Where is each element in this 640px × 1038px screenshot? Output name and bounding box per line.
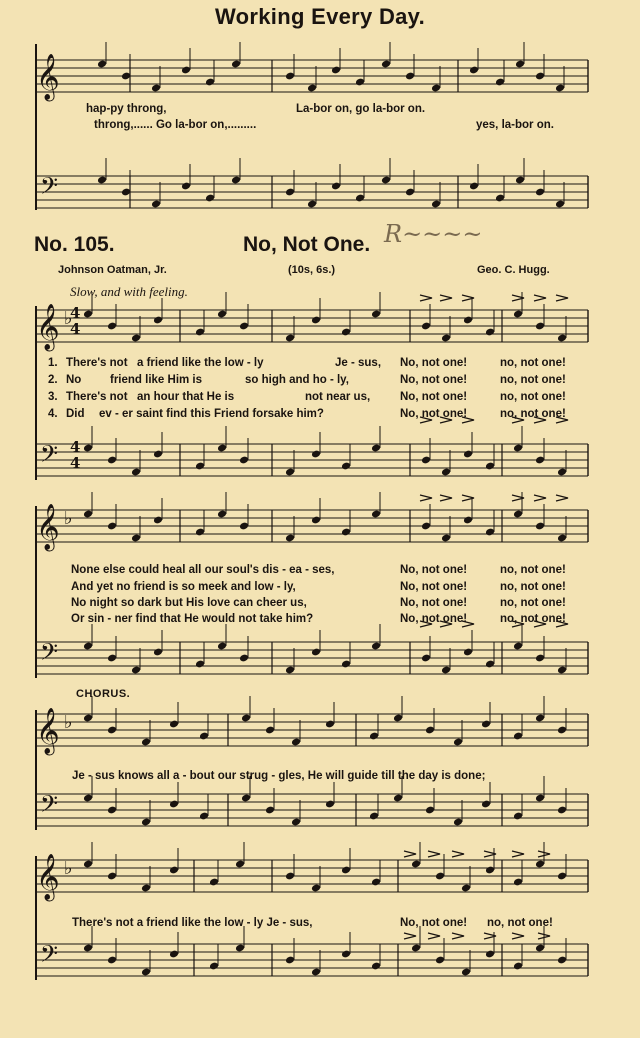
verse-1-d: No, not one! [400,357,468,369]
top-lyric-2a: throng,...... Go la-bor on,......... [94,119,257,131]
flat-sign: ♭ [64,712,73,733]
verse-3-line2-c: no, not one! [500,597,566,609]
hymn-composer: Geo. C. Hugg. [477,264,550,276]
time-signature-top: 4 [70,304,81,322]
bass-clef: 𝄢 [40,790,59,823]
verse-2-d: No, not one! [400,374,468,386]
hymn-number: No. 105. [34,233,115,256]
hymn-title: No, Not One. [243,233,371,256]
verse-1-line2-b: No, not one! [400,564,468,576]
time-signature-top: 4 [70,438,81,456]
top-lyric-2b: yes, la-bor on. [476,119,554,131]
verse-1-c: Je - sus, [335,357,382,369]
treble-clef: 𝄞 [36,854,60,900]
verse-3-b: an hour that He is [137,391,235,403]
chorus-line-2-b: No, not one! [400,917,468,929]
hymn-meter: (10s, 6s.) [288,264,336,276]
verse-4-e: no, not one! [500,408,566,420]
verse-4-b: ev - er saint find this Friend forsake him? [99,408,324,420]
verse-4-number: 4. [48,408,58,420]
chorus-line-2-c: no, not one! [487,917,553,929]
accent-mark [428,933,440,939]
accent-mark [404,933,416,939]
accent-mark [404,851,416,857]
verse-2-line2-b: No, not one! [400,581,468,593]
verse-3-d: No, not one! [400,391,468,403]
accent-mark [556,295,568,301]
pencil-scribble: R~~~~ [384,220,483,248]
verse-3-e: no, not one! [500,391,566,403]
accent-mark [428,851,440,857]
top-lyric-1a: hap-py throng, [86,103,167,115]
verse-1-line2-c: no, not one! [500,564,566,576]
flat-sign: ♭ [64,858,73,879]
accent-mark [452,933,464,939]
verse-2-line2-c: no, not one! [500,581,566,593]
accent-mark [534,495,546,501]
top-hymn-title: Working Every Day. [215,4,425,29]
tempo-marking: Slow, and with feeling. [70,284,188,299]
verse-2-a: No [66,374,82,386]
verse-2-b: friend like Him is [110,374,203,386]
bass-clef: 𝄢 [40,440,59,473]
accent-mark [556,495,568,501]
bass-clef: 𝄢 [40,172,59,205]
verse-4-line2-c: no, not one! [500,613,566,625]
accent-mark [420,295,432,301]
flat-sign: ♭ [64,508,73,529]
hymn-author: Johnson Oatman, Jr. [58,264,167,276]
top-lyric-1b: La-bor on, go la-bor on. [296,103,426,115]
verse-1-line2-a: None else could heal all our soul's dis - ea - ses, [71,564,335,576]
verse-4-line2-b: No, not one! [400,613,468,625]
accent-mark [534,295,546,301]
accent-mark [452,851,464,857]
verse-4-d: No, not one! [400,408,468,420]
chorus-line-1: Je - sus knows all a - bout our strug - gles, He will guide till the day is done; [72,770,486,782]
verse-3-line2-b: No, not one! [400,597,468,609]
accent-mark [512,933,524,939]
verse-2-line2-a: And yet no friend is so meek and low - ly, [71,581,296,593]
chorus-label: CHORUS. [76,688,131,700]
time-signature-bottom: 4 [70,454,81,472]
accent-mark [440,295,452,301]
treble-clef: 𝄞 [36,54,60,100]
time-signature-bottom: 4 [70,320,81,338]
bass-clef: 𝄢 [40,638,59,671]
verse-3-number: 3. [48,391,58,403]
verse-1-number: 1. [48,357,58,369]
verse-2-number: 2. [48,374,58,386]
verse-2-e: no, not one! [500,374,566,386]
verse-1-e: no, not one! [500,357,566,369]
accent-mark [420,495,432,501]
verse-3-line2-a: No night so dark but His love can cheer us, [71,597,307,609]
flat-sign: ♭ [64,308,73,329]
verse-3-a: There's not [66,391,128,403]
bass-clef: 𝄢 [40,940,59,973]
verse-1-a: There's not [66,357,128,369]
treble-clef: 𝄞 [36,504,60,550]
verse-3-c: not near us, [305,391,371,403]
verse-1-b: a friend like the low - ly [137,357,264,369]
treble-clef: 𝄞 [36,304,60,350]
chorus-line-2-a: There's not a friend like the low - ly Je - sus, [72,917,313,929]
accent-mark [512,851,524,857]
accent-mark [440,495,452,501]
verse-4-a: Did [66,408,85,420]
treble-clef: 𝄞 [36,708,60,754]
verse-4-line2-a: Or sin - ner find that He would not take him? [71,613,314,625]
verse-2-c: so high and ho - ly, [245,374,349,386]
